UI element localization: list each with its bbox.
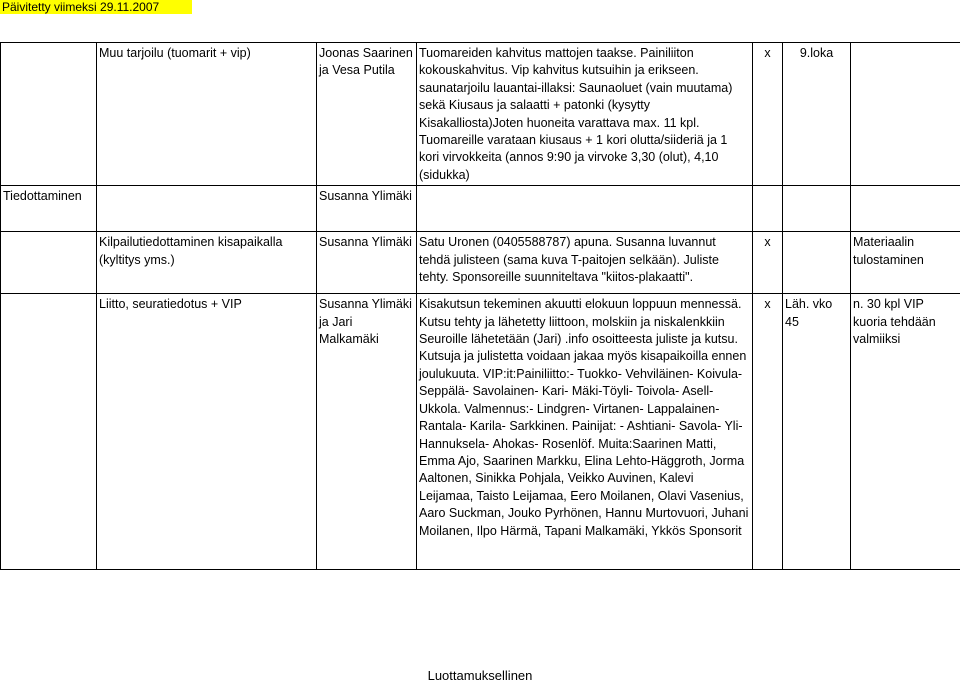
table-row bbox=[1, 294, 960, 570]
table-row bbox=[1, 186, 960, 232]
task-table bbox=[0, 42, 960, 570]
table-row bbox=[1, 232, 960, 294]
last-updated-note: Päivitetty viimeksi 29.11.2007 bbox=[0, 0, 192, 14]
table-row bbox=[1, 43, 960, 186]
section-cell bbox=[1, 294, 97, 570]
section-cell bbox=[1, 43, 97, 186]
notes-cell: Materiaalin tulostaminen bbox=[851, 232, 960, 294]
done-mark-cell: x bbox=[753, 232, 783, 294]
confidential-footer: Luottamuksellinen bbox=[427, 668, 533, 683]
deadline-cell bbox=[783, 232, 851, 294]
notes-cell: n. 30 kpl VIP kuoria tehdään valmiiksi bbox=[851, 294, 960, 570]
responsible-cell: Susanna Ylimäki bbox=[317, 186, 417, 232]
description-cell bbox=[417, 186, 753, 232]
description-cell: Kisakutsun tekeminen akuutti elokuun loppuun mennessä. Kutsu tehty ja lähetetty liittoon, molskiin ja niskalenkkiin Seuroille lähetetään (Jari) .info osoitteesta juliste ja kutsu. Kutsuja ja julistetta voidaan jakaa myös kisapaikoilla ennen joulukuuta. VIP:it:Painiliitto:- Tuokko- Vehviläinen- Koivula- Seppälä- Savolainen- Kari- Mäki-Töyli- Toivola- Asell- Ukkola. Valmennus:- Lindgren- Virtanen- Lappalainen- Rantala- Karila- Sarkkinen. Painijat: - Ashtiani- Savola- Yli-Hannukselа- Ahokas- Rosenlöf. Muita:Saarinen Matti, Emma Ajo, Saarinen Markku, Elina Lehto-Häggroth, Jorma Aaltonen, Sinikka Pohjala, Veikko Auvinen, Kalevi Leijamaa, Taisto Leijamaa, Eero Moilanen, Olavi Vasenius, Aaro Suckman, Jouko Pyrhönen, Hannu Murtovuori, Juhani Moilanen, Ilpo Härmä, Tapani Malkamäki, Ykkös Sponsorit bbox=[417, 294, 753, 570]
description-cell: Tuomareiden kahvitus mattojen taakse. Painiliiton kokouskahvitus. Vip kahvitus kutsuihin ja erikseen. saunatarjoilu lauantai-illaksi: Saunaoluet (vain muutama) sekä Kiusaus ja salaatti + patonki (kysytty Kisakalliosta)Joten huoneita varattava max. 11 kpl. Tuomareille varataan kiusaus + 1 kori olutta/siideriä ja 1 kori virvokkeita (annos 9:90 ja virvoke 3,30 (olut), 4,10 (sidukka) bbox=[417, 43, 753, 186]
task-cell: Liitto, seuratiedotus + VIP bbox=[97, 294, 317, 570]
task-cell: Kilpailutiedottaminen kisapaikalla (kyltitys yms.) bbox=[97, 232, 317, 294]
section-cell bbox=[1, 232, 97, 294]
task-cell bbox=[97, 186, 317, 232]
done-mark-cell bbox=[753, 186, 783, 232]
notes-cell bbox=[851, 186, 960, 232]
description-cell: Satu Uronen (0405588787) apuna. Susanna luvannut tehdä julisteen (sama kuva T-paitojen selkään). Juliste tehty. Sponsoreille suunniteltava "kiitos-plakaatti". bbox=[417, 232, 753, 294]
responsible-cell: Joonas Saarinen ja Vesa Putila bbox=[317, 43, 417, 186]
section-cell: Tiedottaminen bbox=[1, 186, 97, 232]
responsible-cell: Susanna Ylimäki ja Jari Malkamäki bbox=[317, 294, 417, 570]
task-cell: Muu tarjoilu (tuomarit + vip) bbox=[97, 43, 317, 186]
deadline-cell: Läh. vko 45 bbox=[783, 294, 851, 570]
deadline-cell: 9.loka bbox=[783, 43, 851, 186]
responsible-cell: Susanna Ylimäki bbox=[317, 232, 417, 294]
done-mark-cell: x bbox=[753, 294, 783, 570]
deadline-cell bbox=[783, 186, 851, 232]
done-mark-cell: x bbox=[753, 43, 783, 186]
notes-cell bbox=[851, 43, 960, 186]
